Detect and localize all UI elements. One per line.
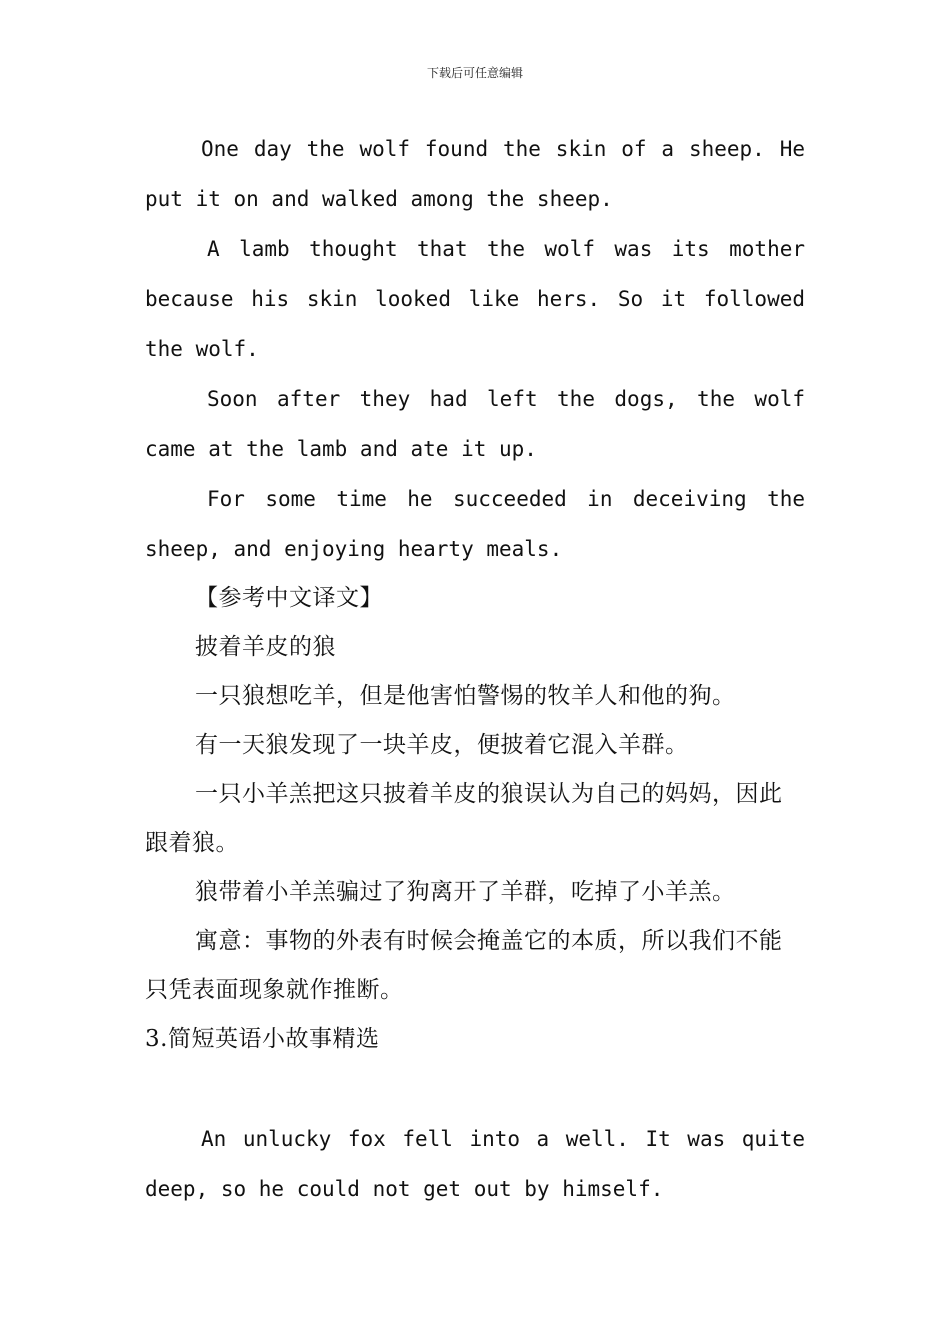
paragraph-zh-1: 一只狼想吃羊，但是他害怕警惕的牧羊人和他的狗。 (195, 683, 736, 709)
paragraph-en-4: For some time he succeeded in deceiving the sheep, and enjoying hearty meals. (145, 487, 805, 561)
paragraph-en-2: A lamb thought that the wolf was its mother because his skin looked like hers. So it followed the wolf. (145, 237, 805, 361)
paragraph-en-5: An unlucky fox fell into a well. It was quite deep, so he could not get out by himself. (145, 1127, 805, 1201)
paragraph-zh-3: 一只小羊羔把这只披着羊皮的狼误认为自己的妈妈，因此跟着狼。 (145, 781, 783, 856)
paragraph-zh-moral: 寓意：事物的外表有时候会掩盖它的本质，所以我们不能只凭表面现象就作推断。 (145, 928, 783, 1003)
page-header: 下载后可任意编辑 (426, 66, 523, 80)
blank-line (145, 1064, 805, 1114)
paragraph-zh-4: 狼带着小羊羔骗过了狗离开了羊群，吃掉了小羊羔。 (195, 879, 736, 905)
paragraph-en-1: One day the wolf found the skin of a sheep. He put it on and walked among the sheep. (145, 137, 805, 211)
document-body (145, 124, 805, 1214)
paragraph-zh-2: 有一天狼发现了一块羊皮，便披着它混入羊群。 (195, 732, 689, 758)
reference-translation-heading: 【参考中文译文】 (195, 585, 383, 611)
translation-title: 披着羊皮的狼 (195, 634, 336, 660)
section-heading-3: 3.简短英语小故事精选 (145, 1026, 380, 1052)
paragraph-en-3: Soon after they had left the dogs, the wolf came at the lamb and ate it up. (145, 387, 805, 461)
